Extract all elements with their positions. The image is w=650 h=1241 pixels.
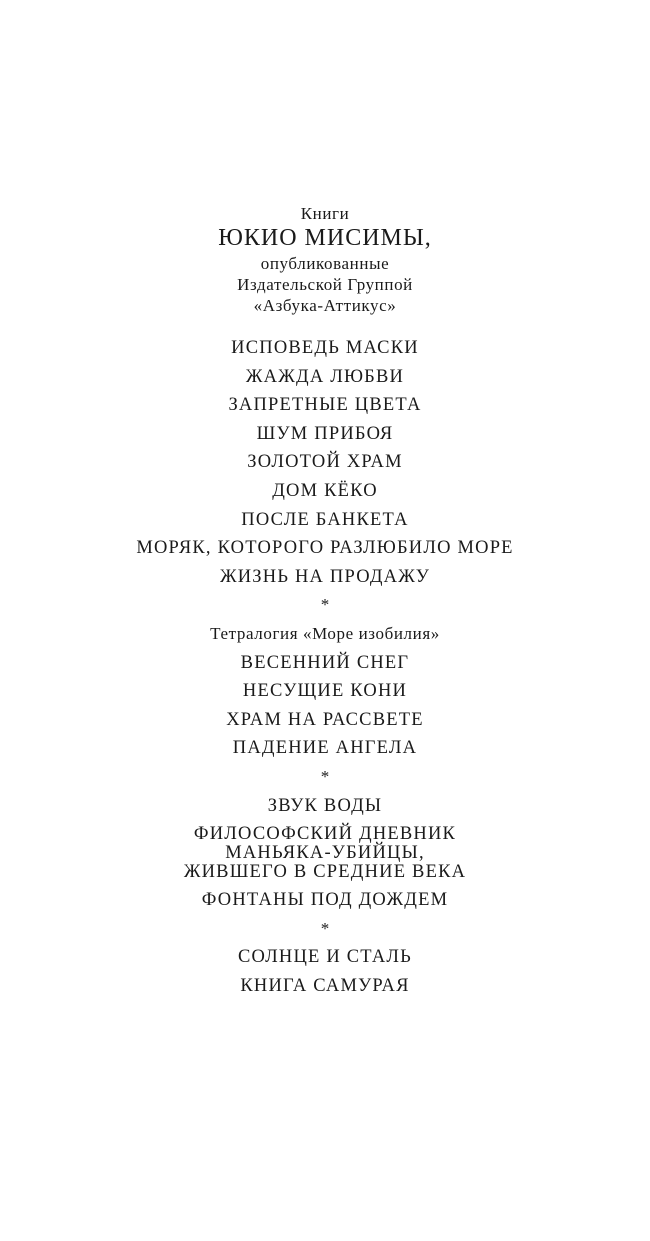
book-title: ШУМ ПРИБОЯ [256, 423, 394, 444]
book-title-multiline [0, 820, 650, 886]
book-title: ИСПОВЕДЬ МАСКИ [231, 338, 419, 358]
book-title: ФОНТАНЫ ПОД ДОЖДЕМ [201, 890, 449, 911]
book-title-line: ЖИВШЕГО В СРЕДНИЕ ВЕКА [183, 862, 467, 883]
header-publisher-name: «Азбука-Аттикус» [253, 296, 397, 315]
book-title: ДОМ КЁКО [272, 480, 378, 501]
header [0, 203, 650, 316]
book-title: ЗАПРЕТНЫЕ ЦВЕТА [228, 395, 422, 416]
book-title: ПАДЕНИЕ АНГЕЛА [232, 738, 418, 759]
book-title-line: МАНЬЯКА-УБИЙЦЫ, [225, 843, 425, 864]
book-list [0, 334, 650, 1000]
book-title: ЗОЛОТОЙ ХРАМ [247, 452, 403, 473]
separator-asterisk: * [320, 766, 330, 786]
author-name: ЮКИО МИСИМЫ, [218, 225, 432, 251]
book-title: ЖАЖДА ЛЮБВИ [245, 366, 405, 387]
header-published-label: опубликованные [260, 254, 390, 273]
book-title: ХРАМ НА РАССВЕТЕ [226, 709, 424, 730]
header-publisher-line: Издательской Группой [237, 275, 413, 294]
separator-asterisk: * [320, 918, 330, 938]
separator-asterisk: * [320, 595, 330, 615]
book-title: ЖИЗНЬ НА ПРОДАЖУ [219, 566, 431, 587]
header-books-label: Книги [300, 204, 350, 223]
book-title: ВЕСЕННИЙ СНЕГ [240, 652, 410, 673]
book-title: КНИГА САМУРАЯ [240, 975, 410, 996]
book-title: НЕСУЩИЕ КОНИ [242, 681, 408, 702]
book-title: МОРЯК, КОТОРОГО РАЗЛЮБИЛО МОРЕ [136, 538, 514, 559]
book-title: СОЛНЦЕ И СТАЛЬ [237, 947, 412, 968]
book-title: ПОСЛЕ БАНКЕТА [241, 509, 409, 530]
book-title: ЗВУК ВОДЫ [267, 795, 383, 816]
book-title-line: ФИЛОСОФСКИЙ ДНЕВНИК [193, 824, 457, 845]
tetralogy-title: Тетралогия «Море изобилия» [210, 623, 440, 643]
